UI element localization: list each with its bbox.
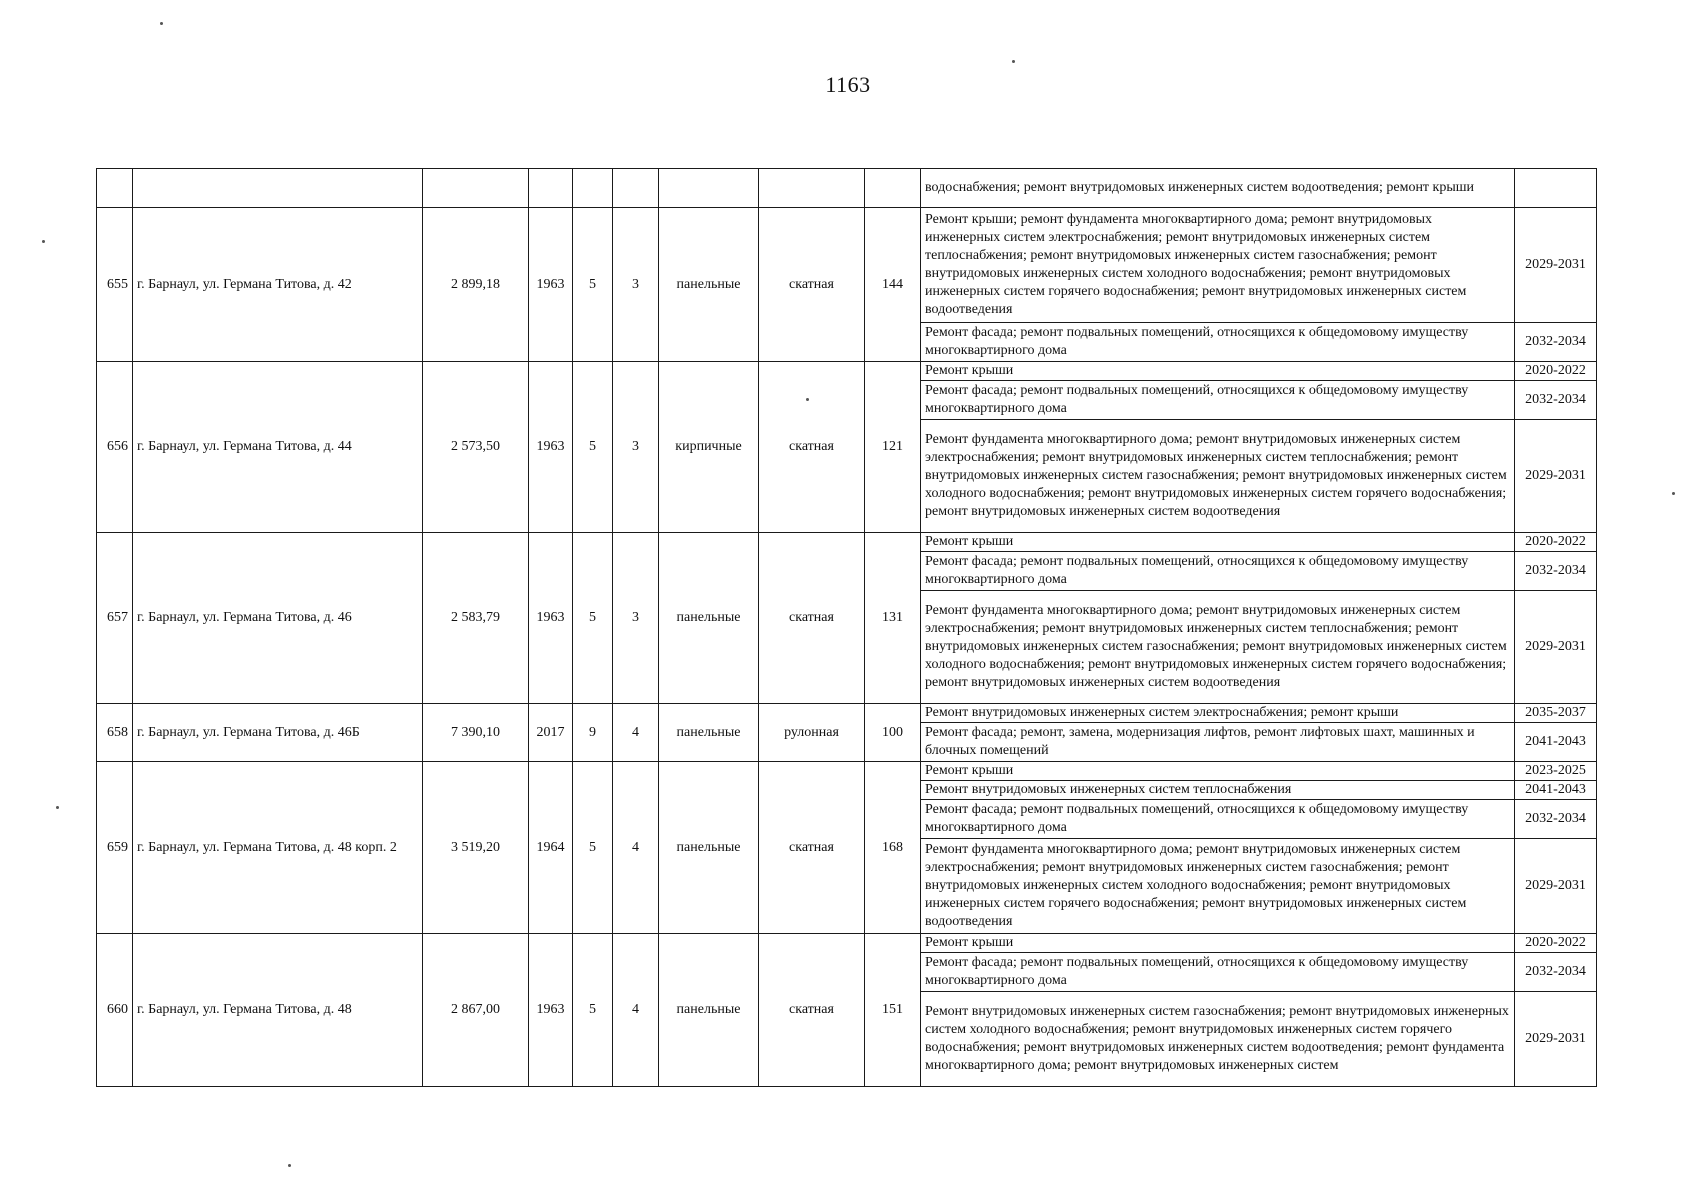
building-area: 2 583,79 <box>423 533 529 704</box>
table-row <box>97 208 1597 323</box>
work-period: 2032-2034 <box>1515 953 1597 992</box>
work-description: Ремонт фасада; ремонт подвальных помещений, относящихся к общедомовому имуществу многоквартирного дома <box>921 381 1515 420</box>
work-period: 2035-2037 <box>1515 704 1597 723</box>
roof-type: скатная <box>759 934 865 1087</box>
table-row <box>97 362 1597 381</box>
building-address: г. Барнаул, ул. Германа Титова, д. 48 корп. 2 <box>133 762 423 934</box>
work-description: Ремонт крыши <box>921 762 1515 781</box>
floors-count: 5 <box>573 762 613 934</box>
work-description: Ремонт фасада; ремонт подвальных помещений, относящихся к общедомовому имуществу многоквартирного дома <box>921 552 1515 591</box>
construction-year: 1963 <box>529 934 573 1087</box>
work-period: 2032-2034 <box>1515 552 1597 591</box>
floors-count: 5 <box>573 362 613 533</box>
repair-schedule-table-wrap <box>96 168 1597 1087</box>
roof-type: скатная <box>759 208 865 362</box>
work-description: Ремонт фасада; ремонт подвальных помещений, относящихся к общедомовому имуществу многоквартирного дома <box>921 323 1515 362</box>
floors-count: 5 <box>573 208 613 362</box>
construction-year: 1964 <box>529 762 573 934</box>
construction-year: 2017 <box>529 704 573 762</box>
repair-schedule-table <box>96 168 1597 1087</box>
cell-empty <box>613 169 659 208</box>
scan-speck <box>1012 60 1015 63</box>
building-area: 7 390,10 <box>423 704 529 762</box>
continuation-row <box>97 169 1597 208</box>
floors-count: 5 <box>573 934 613 1087</box>
residents-count: 131 <box>865 533 921 704</box>
row-number: 660 <box>97 934 133 1087</box>
row-number: 656 <box>97 362 133 533</box>
table-row <box>97 704 1597 723</box>
construction-year: 1963 <box>529 533 573 704</box>
scan-speck <box>56 806 59 809</box>
scan-speck <box>160 22 163 25</box>
table-body <box>97 169 1597 1087</box>
row-number: 658 <box>97 704 133 762</box>
work-description: Ремонт фасада; ремонт подвальных помещений, относящихся к общедомовому имуществу многоквартирного дома <box>921 800 1515 839</box>
cell-empty <box>133 169 423 208</box>
wall-material: панельные <box>659 208 759 362</box>
wall-material: панельные <box>659 533 759 704</box>
work-period: 2041-2043 <box>1515 781 1597 800</box>
work-period: 2020-2022 <box>1515 934 1597 953</box>
entrances-count: 4 <box>613 934 659 1087</box>
building-area: 2 867,00 <box>423 934 529 1087</box>
building-area: 3 519,20 <box>423 762 529 934</box>
entrances-count: 3 <box>613 208 659 362</box>
scan-speck <box>1672 492 1675 495</box>
work-period: 2029-2031 <box>1515 208 1597 323</box>
table-row <box>97 533 1597 552</box>
page-number: 1163 <box>825 72 871 97</box>
building-address: г. Барнаул, ул. Германа Титова, д. 46 <box>133 533 423 704</box>
work-description: Ремонт фасада; ремонт, замена, модернизация лифтов, ремонт лифтовых шахт, машинных и блочных помещений <box>921 723 1515 762</box>
work-description: Ремонт фундамента многоквартирного дома; ремонт внутридомовых инженерных систем электроснабжения; ремонт внутридомовых инженерных систем теплоснабжения; ремонт внутридомовых инженерных систем газоснабжения; ремонт внутридомовых инженерных систем холодного водоснабжения; ремонт внутридомовых инженерных систем горячего водоснабжения; ремонт внутридомовых инженерных систем водоотведения <box>921 591 1515 704</box>
roof-type: скатная <box>759 362 865 533</box>
entrances-count: 4 <box>613 704 659 762</box>
residents-count: 151 <box>865 934 921 1087</box>
cell-empty <box>759 169 865 208</box>
cell-empty <box>97 169 133 208</box>
cell-empty <box>423 169 529 208</box>
work-description: Ремонт внутридомовых инженерных систем газоснабжения; ремонт внутридомовых инженерных систем холодного водоснабжения; ремонт внутридомовых инженерных систем горячего водоснабжения; ремонт внутридомовых инженерных систем водоотведения; ремонт фундамента многоквартирного дома; ремонт внутридомовых инженерных систем <box>921 992 1515 1087</box>
residents-count: 144 <box>865 208 921 362</box>
entrances-count: 4 <box>613 762 659 934</box>
work-description: Ремонт внутридомовых инженерных систем теплоснабжения <box>921 781 1515 800</box>
table-row <box>97 762 1597 781</box>
work-description: Ремонт крыши <box>921 362 1515 381</box>
work-description: Ремонт крыши <box>921 533 1515 552</box>
work-description: Ремонт фундамента многоквартирного дома; ремонт внутридомовых инженерных систем электроснабжения; ремонт внутридомовых инженерных систем газоснабжения; ремонт внутридомовых инженерных систем холодного водоснабжения; ремонт внутридомовых инженерных систем горячего водоснабжения; ремонт внутридомовых инженерных систем водоотведения <box>921 839 1515 934</box>
construction-year: 1963 <box>529 208 573 362</box>
row-number: 657 <box>97 533 133 704</box>
work-period: 2023-2025 <box>1515 762 1597 781</box>
work-description: Ремонт крыши; ремонт фундамента многоквартирного дома; ремонт внутридомовых инженерных систем электроснабжения; ремонт внутридомовых инженерных систем теплоснабжения; ремонт внутридомовых инженерных систем газоснабжения; ремонт внутридомовых инженерных систем холодного водоснабжения; ремонт внутридомовых инженерных систем горячего водоснабжения; ремонт внутридомовых инженерных систем водоотведения <box>921 208 1515 323</box>
work-description: Ремонт крыши <box>921 934 1515 953</box>
residents-count: 100 <box>865 704 921 762</box>
scan-speck <box>806 398 809 401</box>
entrances-count: 3 <box>613 533 659 704</box>
work-period: 2029-2031 <box>1515 992 1597 1087</box>
building-area: 2 573,50 <box>423 362 529 533</box>
wall-material: панельные <box>659 704 759 762</box>
residents-count: 168 <box>865 762 921 934</box>
work-period: 2020-2022 <box>1515 533 1597 552</box>
building-address: г. Барнаул, ул. Германа Титова, д. 42 <box>133 208 423 362</box>
row-number: 655 <box>97 208 133 362</box>
work-period: 2020-2022 <box>1515 362 1597 381</box>
cell-empty <box>659 169 759 208</box>
building-address: г. Барнаул, ул. Германа Титова, д. 44 <box>133 362 423 533</box>
scan-speck <box>42 240 45 243</box>
cell-empty <box>865 169 921 208</box>
construction-year: 1963 <box>529 362 573 533</box>
building-area: 2 899,18 <box>423 208 529 362</box>
floors-count: 5 <box>573 533 613 704</box>
work-description: Ремонт фасада; ремонт подвальных помещений, относящихся к общедомовому имуществу многоквартирного дома <box>921 953 1515 992</box>
scan-speck <box>288 1164 291 1167</box>
work-period: 2032-2034 <box>1515 323 1597 362</box>
work-period: 2029-2031 <box>1515 839 1597 934</box>
residents-count: 121 <box>865 362 921 533</box>
work-period <box>1515 169 1597 208</box>
entrances-count: 3 <box>613 362 659 533</box>
building-address: г. Барнаул, ул. Германа Титова, д. 46Б <box>133 704 423 762</box>
work-period: 2032-2034 <box>1515 800 1597 839</box>
work-description: водоснабжения; ремонт внутридомовых инженерных систем водоотведения; ремонт крыши <box>921 169 1515 208</box>
cell-empty <box>529 169 573 208</box>
roof-type: скатная <box>759 762 865 934</box>
roof-type: скатная <box>759 533 865 704</box>
wall-material: кирпичные <box>659 362 759 533</box>
work-description: Ремонт фундамента многоквартирного дома; ремонт внутридомовых инженерных систем электроснабжения; ремонт внутридомовых инженерных систем теплоснабжения; ремонт внутридомовых инженерных систем газоснабжения; ремонт внутридомовых инженерных систем холодного водоснабжения; ремонт внутридомовых инженерных систем горячего водоснабжения; ремонт внутридомовых инженерных систем водоотведения <box>921 420 1515 533</box>
cell-empty <box>573 169 613 208</box>
building-address: г. Барнаул, ул. Германа Титова, д. 48 <box>133 934 423 1087</box>
work-period: 2029-2031 <box>1515 420 1597 533</box>
floors-count: 9 <box>573 704 613 762</box>
roof-type: рулонная <box>759 704 865 762</box>
work-description: Ремонт внутридомовых инженерных систем электроснабжения; ремонт крыши <box>921 704 1515 723</box>
work-period: 2029-2031 <box>1515 591 1597 704</box>
wall-material: панельные <box>659 934 759 1087</box>
wall-material: панельные <box>659 762 759 934</box>
work-period: 2041-2043 <box>1515 723 1597 762</box>
work-period: 2032-2034 <box>1515 381 1597 420</box>
table-row <box>97 934 1597 953</box>
row-number: 659 <box>97 762 133 934</box>
